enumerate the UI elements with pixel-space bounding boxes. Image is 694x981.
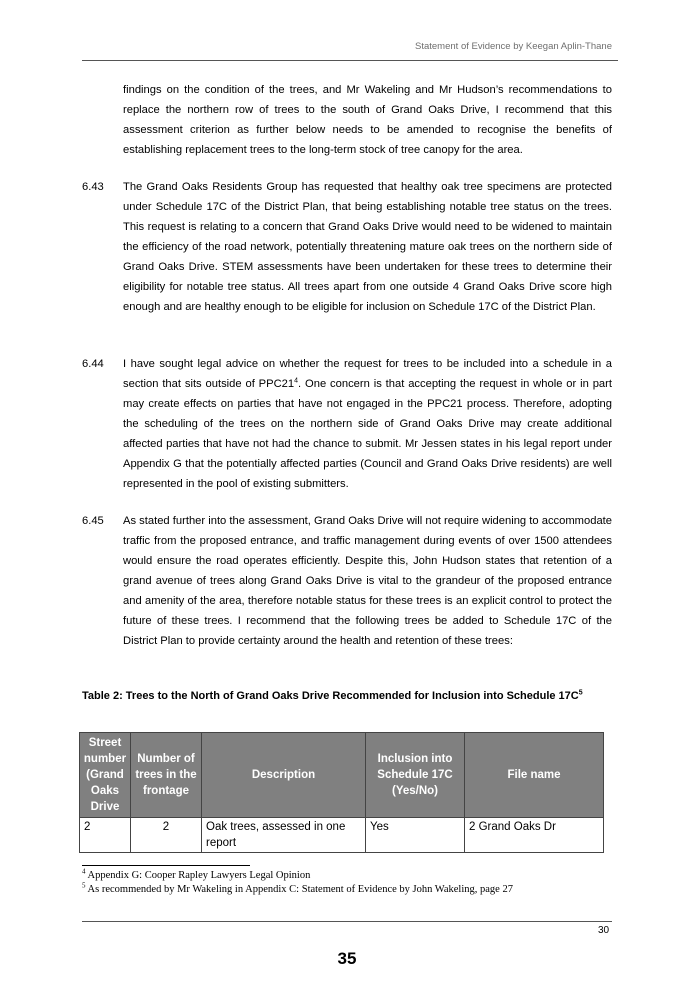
paragraph-text: findings on the condition of the trees, and Mr Wakeling and Mr Hudson’s recommendations to replace the northern row of trees to the south of Grand Oaks Drive, I recommend that this assessment criterion as further below needs to be amended to recognise the benefits of establishing replacement trees to the long-term stock of tree canopy for the area.: [123, 84, 612, 156]
header-inclusion: Inclusion into Schedule 17C (Yes/No): [366, 733, 465, 818]
page-number: 30: [598, 925, 610, 936]
paragraph-6-43: [82, 177, 612, 317]
paragraph-6-44: [82, 354, 612, 494]
cell-number-of-trees: 2: [131, 818, 202, 853]
footnote: [82, 869, 513, 883]
header-file-name: File name: [465, 733, 604, 818]
header-number-of-trees: Number of trees in the frontage: [131, 733, 202, 818]
paragraph-number: 6.44: [82, 358, 104, 370]
table-caption-text: Table 2: Trees to the North of Grand Oaks Drive Recommended for Inclusion into Schedule 17C: [82, 690, 579, 702]
header-divider: [82, 60, 618, 61]
footnote: [82, 883, 513, 897]
paragraph-text: [123, 354, 612, 494]
paragraph-6-45: [82, 511, 612, 651]
header-street-number: Street number (Grand Oaks Drive: [80, 733, 131, 818]
footnote-ref[interactable]: 4: [294, 377, 299, 385]
table-row: [80, 818, 604, 853]
paragraph-continued: [82, 80, 612, 160]
footer-divider: [82, 921, 612, 922]
footnote-divider: [82, 865, 250, 866]
footnote-mark: 5: [82, 881, 86, 890]
page-header-title: Statement of Evidence by Keegan Aplin-Thane: [415, 41, 612, 52]
paragraph-text: The Grand Oaks Residents Group has requested that healthy oak tree specimens are protected under Schedule 17C of the District Plan, that being establishing notable tree status on the trees. This request is relating to a concern that Grand Oaks Drive would need to be widened to maintain the efficiency of the road network, potentially threatening mature oak trees on the northern side of Grand Oaks Drive. STEM assessments have been undertaken for these trees to determine their eligibility for notable tree status. All trees apart from one outside 4 Grand Oaks Drive score high enough and are healthy enough to be eligible for inclusion on Schedule 17C of the District Plan.: [123, 181, 612, 313]
cell-description: Oak trees, assessed in one report: [202, 818, 366, 853]
table-header-row: [80, 733, 604, 818]
footnote-mark: 4: [82, 867, 86, 876]
paragraph-text-part: I have sought legal advice on whether the request for trees to be included into a schedule in a section that sits outside of PPC21: [123, 358, 612, 390]
footnote-text: Appendix G: Cooper Rapley Lawyers Legal Opinion: [87, 870, 311, 881]
cell-inclusion: Yes: [366, 818, 465, 853]
table-caption: [82, 690, 612, 703]
cell-street-number: 2: [80, 818, 131, 853]
bundle-page-number: 35: [337, 949, 357, 968]
paragraph-number: 6.45: [82, 515, 104, 527]
footnote-ref[interactable]: 5: [578, 689, 583, 697]
paragraph-text: As stated further into the assessment, Grand Oaks Drive will not require widening to accommodate traffic from the proposed entrance, and traffic management during events of over 1500 attendees would ensure the road operates efficiently. Despite this, John Hudson states that retention of a grand avenue of trees along Grand Oaks Drive is vital to the grandeur of the proposed entrance and amenity of the area, therefore notable status for these trees is an explicit control to protect the future of these trees. I recommend that the following trees be added to Schedule 17C of the District Plan to provide certainty around the health and retention of these trees:: [123, 515, 612, 647]
paragraph-text-part: . One concern is that accepting the request in whole or in part may create effects on parties that have not engaged in the PPC21 process. Therefore, adopting the scheduling of the trees on the northern side of Grand Oaks Drive may create additional affected parties that have not had the chance to submit. Mr Jessen states in his legal report under Appendix G that the potentially affected parties (Council and Grand Oaks Drive residents) are well represented in the pool of existing submitters.: [123, 378, 612, 490]
paragraph-number: 6.43: [82, 181, 104, 193]
header-description: Description: [202, 733, 366, 818]
trees-table: [79, 732, 604, 853]
footnotes: [82, 869, 513, 897]
footnote-text: As recommended by Mr Wakeling in Appendix C: Statement of Evidence by John Wakeling, page 27: [87, 884, 513, 895]
cell-file-name: 2 Grand Oaks Dr: [465, 818, 604, 853]
